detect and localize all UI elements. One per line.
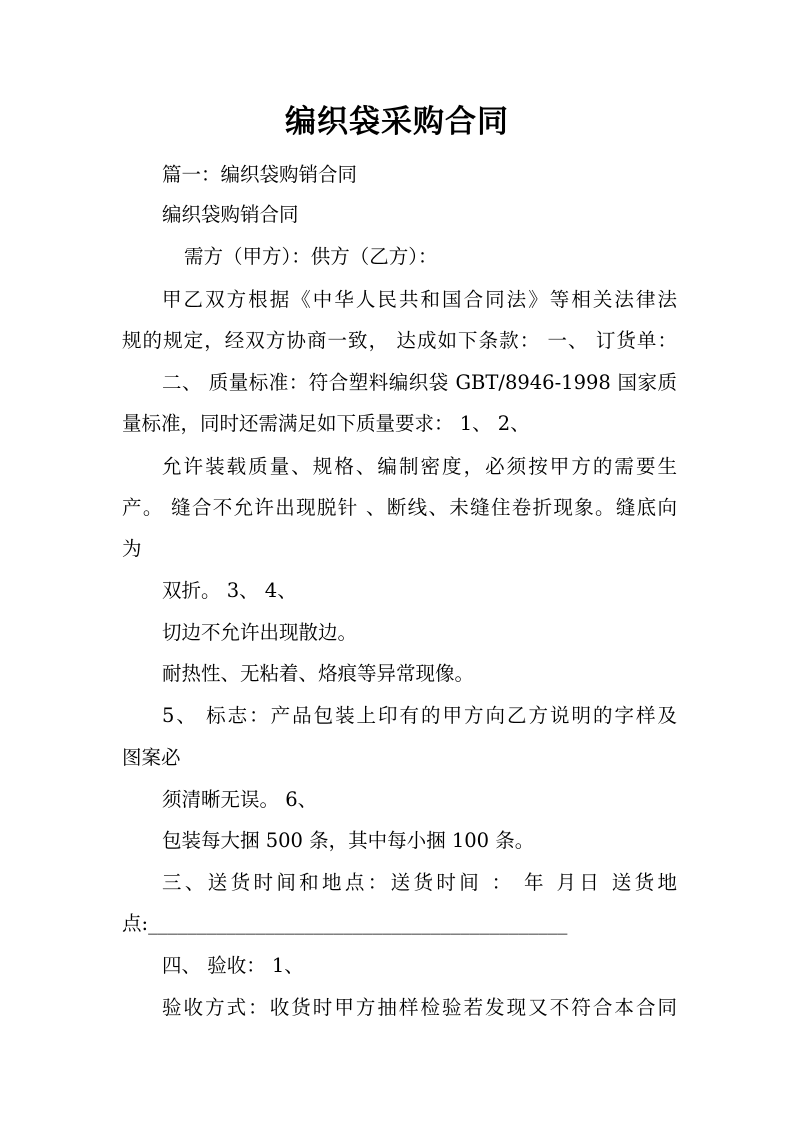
paragraph-line: 规的规定，经双方协商一致， 达成如下条款： 一、 订货单： (122, 329, 677, 352)
delivery-location-field: 点:___________________________________________ (122, 912, 568, 935)
paragraph-line: 图案必 (122, 746, 181, 769)
paragraph-line: 量标准，同时还需满足如下质量要求： 1、 2、 (122, 412, 530, 435)
paragraph-line: 5、 标志：产品包装上印有的甲方向乙方说明的字样及 (162, 704, 677, 727)
paragraph-line: 切边不允许出现散边。 (162, 621, 358, 644)
paragraph-line: 包装每大捆 500 条，其中每小捆 100 条。 (162, 829, 535, 852)
paragraph-line: 四、 验收： 1、 (162, 954, 304, 977)
document-title: 编织袋采购合同 (285, 104, 509, 140)
paragraph-line: 甲乙双方根据《中华人民共和国合同法》等相关法律法 (162, 288, 677, 311)
paragraph-line: 验收方式：收货时甲方抽样检验若发现又不符合本合同 (162, 996, 677, 1019)
paragraph-line: 产。 缝合不允许出现脱针 、断线、未缝住卷折现象。缝底向 (122, 496, 677, 519)
paragraph-line: 三、送货时间和地点：送货时间 ： 年 月日 送货地 (162, 871, 677, 894)
paragraph-line: 二、 质量标准：符合塑料编织袋 GBT/8946-1998 国家质 (162, 371, 677, 394)
paragraph-line: 为 (122, 537, 142, 560)
paragraph-line: 须清晰无误。 6、 (162, 788, 318, 811)
section-heading: 篇一：编织袋购销合同 (162, 163, 358, 186)
paragraph-line: 允许装载质量、规格、编制密度，必须按甲方的需要生 (162, 455, 677, 478)
contract-name: 编织袋购销合同 (162, 203, 299, 226)
parties-line: 需方（甲方）：供方（乙方）： (184, 245, 438, 268)
paragraph-line: 耐热性、无粘着、烙痕等异常现像。 (162, 662, 475, 685)
paragraph-line: 双折。 3、 4、 (162, 579, 297, 602)
